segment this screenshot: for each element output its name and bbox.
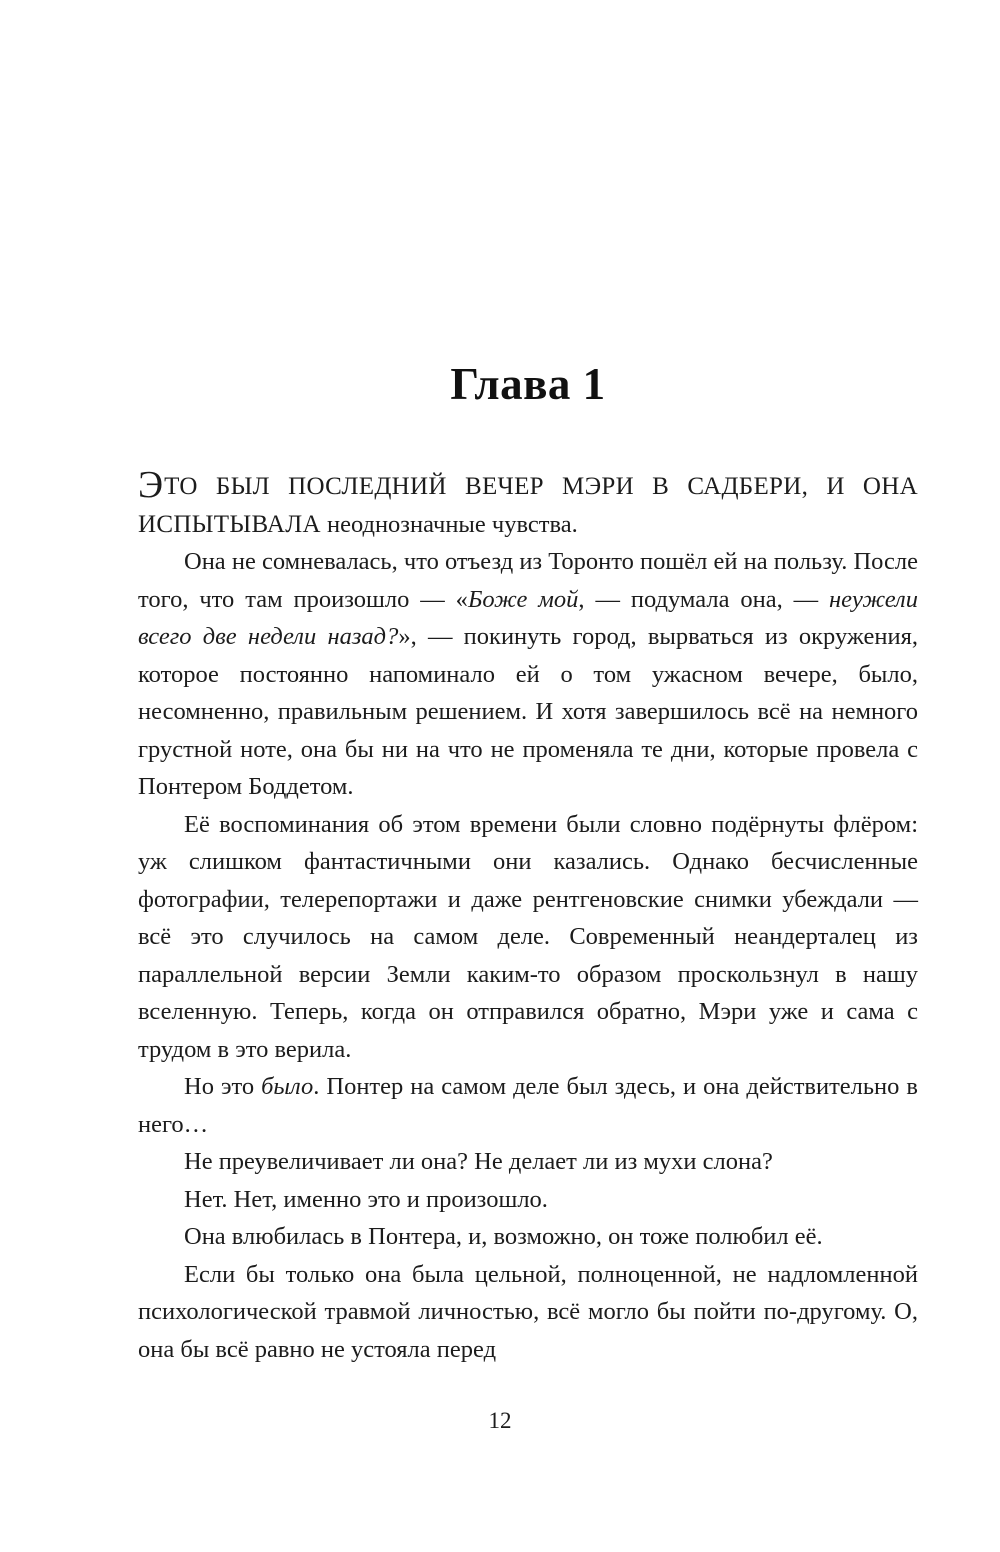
text-run: Её воспоминания об этом времени были словно подёрнуты флёром: уж слишком фантастичными они казались. Однако бесчисленные фотографии, телерепортажи и даже рентгеновские снимки убеждали — всё это случилось на самом деле. Современный неандерталец из параллельной версии Земли каким-то образом проскользнул в нашу вселенную. Теперь, когда он отправился обратно, Мэри уже и сама с трудом в это верила.	[138, 810, 918, 1063]
body-text	[138, 464, 918, 1368]
page-content	[138, 0, 918, 1368]
text-run: , — подумала она, —	[578, 585, 830, 613]
opening-smallcaps: ТО БЫЛ ПОСЛЕДНИЙ ВЕЧЕР МЭРИ В САДБЕРИ, И ОНА ИСПЫТЫВАЛА	[138, 473, 918, 538]
text-run: », — покинуть город, вырваться из окружения, которое постоянно напоминало ей о том ужасном вечере, было, несомненно, правильным решением. И хотя завершилось всё на немного грустной ноте, она бы ни на что не променяла те дни, которые провела с Понтером Боддетом.	[138, 623, 918, 800]
text-run: Она влюбилась в Понтера, и, возможно, он тоже полюбил её.	[184, 1223, 823, 1250]
page-number: 12	[488, 1408, 512, 1433]
text-run-italic: Боже мой	[467, 585, 579, 613]
paragraph-opening	[138, 464, 918, 543]
paragraph	[138, 1143, 918, 1181]
opening-rest: неоднозначные чувства.	[320, 510, 578, 538]
text-run: Нет. Нет, именно это и произошло.	[184, 1185, 548, 1213]
paragraph	[138, 1068, 918, 1143]
drop-cap: Э	[138, 464, 164, 506]
text-run-italic: было	[261, 1073, 314, 1100]
paragraph	[138, 543, 918, 806]
text-run: Не преувеличивает ли она? Не делает ли из мухи слона?	[184, 1148, 773, 1175]
paragraph	[138, 806, 918, 1069]
text-run: Но это	[184, 1073, 262, 1100]
text-run: Если бы только она была цельной, полноценной, не надломленной психологической травмой личностью, всё могло бы пойти по-другому. О, она бы всё равно не устояла перед	[138, 1260, 918, 1363]
text-run-italic: неужели всего две недели назад?	[138, 585, 918, 650]
page-title: Глава 1	[450, 359, 606, 409]
text-run: . Понтер на самом деле был здесь, и она действительно в него…	[138, 1073, 918, 1138]
text-run: Она не сомневалась, что отъезд из Торонто пошёл ей на пользу. После того, что там произошло — «	[138, 548, 918, 613]
paragraph	[138, 1256, 918, 1369]
paragraph	[138, 1181, 918, 1219]
paragraph	[138, 1218, 918, 1256]
